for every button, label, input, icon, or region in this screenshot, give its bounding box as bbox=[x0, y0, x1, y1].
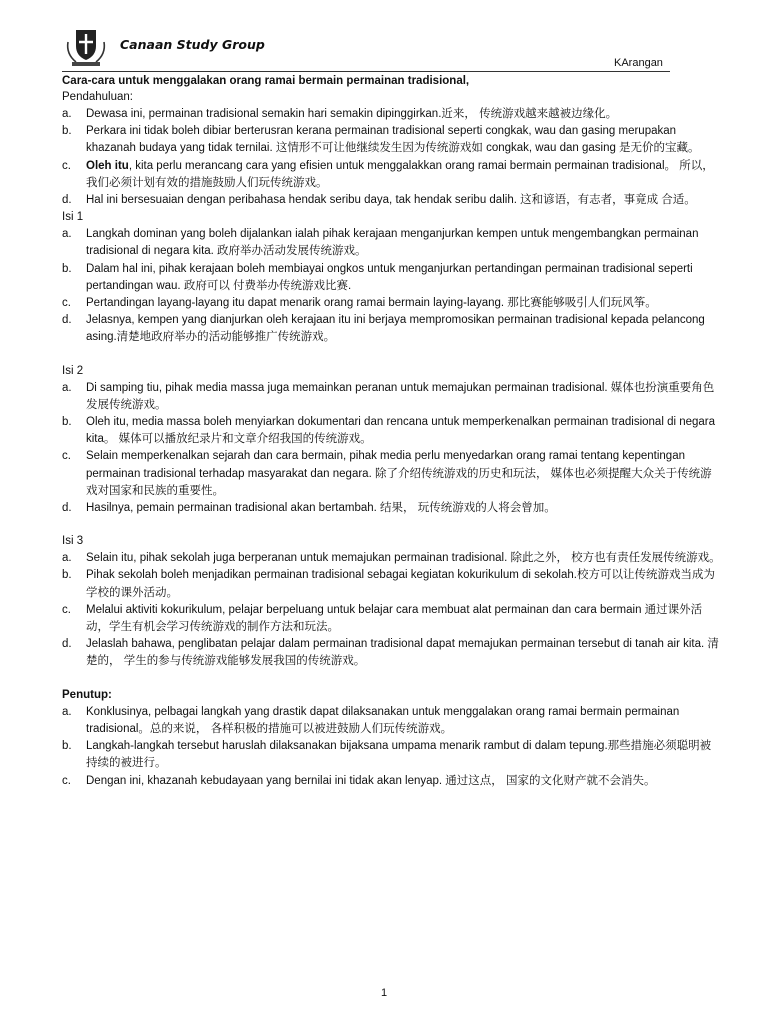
item-text: Konklusinya, pelbagai langkah yang drastik dapat dilaksanakan untuk menggalakan orang ramai bermain permainan tradisional。总的来说， 各样积极的措施可以被进鼓励人们玩传统游戏。 bbox=[86, 705, 680, 735]
document-type-label: KArangan bbox=[614, 57, 663, 69]
item-text: Langkah-langkah tersebut haruslah dilaksanakan bijaksana umpama menarik rambut di dalam tepung.那些措施必须聪明被持续的被进行。 bbox=[86, 740, 712, 770]
item-marker: c. bbox=[62, 603, 71, 616]
item-marker: a. bbox=[62, 228, 72, 241]
item-text: Selain memperkenalkan sejarah dan cara bermain, pihak media perlu menyedarkan orang ramai tentang kepentingan permainan tradisional terhadap masyarakat dan negara. 除了介绍传统游戏的历史和玩法， 媒体也必须提醒大众关于传统游戏对国家和民族的重要性。 bbox=[86, 450, 712, 497]
item-text: Dengan ini, khazanah kebudayaan yang bernilai ini tidak akan lenyap. 通过这点， 国家的文化财产就不会消失。 bbox=[86, 774, 656, 787]
item-text: Di samping tiu, pihak media massa juga memainkan peranan untuk memajukan permainan tradisional. 媒体也扮演重要角色发展传统游戏。 bbox=[86, 381, 715, 411]
item-marker: d. bbox=[62, 638, 72, 651]
item-text: Hal ini bersesuaian dengan peribahasa hendak seribu daya, tak hendak seribu dalih. 这和谚语，有志者，事竟成 合适。 bbox=[86, 194, 696, 207]
document-title: Cara-cara untuk menggalakan orang ramai bermain permainan tradisional, bbox=[62, 75, 470, 87]
item-text: , kita perlu merancang cara yang efisien untuk menggalakkan orang ramai bermain permainan tradisional。 所以， 我们必须计划有效的措施鼓励人们玩传统游戏。 bbox=[86, 159, 714, 189]
list-item bbox=[62, 312, 722, 346]
section-isi-3 bbox=[62, 533, 722, 670]
item-text: Langkah dominan yang boleh dijalankan ialah pihak kerajaan menganjurkan kempen untuk mengembangkan permainan tradisional di negara kita. 政府举办活动发展传统游戏。 bbox=[86, 228, 699, 258]
section-spacer bbox=[62, 517, 722, 533]
list-item bbox=[62, 500, 722, 517]
list-item bbox=[62, 636, 722, 670]
list-item bbox=[62, 448, 722, 500]
item-marker: d. bbox=[62, 502, 72, 515]
list-item bbox=[62, 380, 722, 414]
item-text: Dalam hal ini, pihak kerajaan boleh membiayai ongkos untuk menganjurkan pertandingan permainan tradisional seperti pertandingan wau. 政府可以 付费举办传统游戏比赛. bbox=[86, 262, 693, 292]
item-marker: b. bbox=[62, 569, 72, 582]
section-heading: Isi 2 bbox=[62, 364, 84, 377]
document-header bbox=[62, 24, 682, 74]
item-marker: a. bbox=[62, 381, 72, 394]
item-marker: c. bbox=[62, 297, 71, 310]
section-spacer bbox=[62, 347, 722, 363]
section-heading: Penutup: bbox=[62, 688, 112, 701]
item-text: Melalui aktiviti kokurikulum, pelajar berpeluang untuk belajar cara membuat alat permainan dan cara bermain 通过课外活动，学生有机会学习传统游戏的制作方法和玩法。 bbox=[86, 603, 703, 634]
item-lead: Oleh itu bbox=[86, 159, 129, 172]
item-text: Oleh itu, media massa boleh menyiarkan dokumentari dan rencana untuk memperkenalkan permainan tradisional di negara kita。 媒体可以播放纪录片和文章介绍我国的传统游戏。 bbox=[86, 416, 716, 446]
list-item bbox=[62, 550, 722, 567]
item-text: Jelaslah bahawa, penglibatan pelajar dalam permainan tradisional dapat memajukan permainan tersebut di tanah air kita. 清楚的， 学生的参与传统游戏能够发展我国的传统游戏。 bbox=[86, 638, 719, 668]
header-divider bbox=[62, 71, 670, 72]
item-marker: b. bbox=[62, 125, 72, 138]
list-item bbox=[62, 295, 722, 312]
page-number: 1 bbox=[380, 987, 388, 999]
section-isi-2 bbox=[62, 363, 722, 518]
item-marker: d. bbox=[62, 314, 72, 327]
list-item bbox=[62, 414, 722, 448]
item-marker: c. bbox=[62, 159, 71, 172]
item-text: Pertandingan layang-layang itu dapat menarik orang ramai bermain laying-layang. 那比赛能够吸引人们玩风筝。 bbox=[86, 297, 657, 310]
item-text: Dewasa ini, permainan tradisional semakin hari semakin dipinggirkan.近来， 传统游戏越来越被边缘化。 bbox=[86, 108, 618, 120]
section-spacer bbox=[62, 671, 722, 687]
list-item bbox=[62, 158, 722, 192]
list-item bbox=[62, 106, 722, 123]
list-item bbox=[62, 773, 722, 790]
item-marker: a. bbox=[62, 552, 72, 565]
list-item bbox=[62, 226, 722, 260]
document-body bbox=[62, 73, 722, 790]
item-marker: b. bbox=[62, 740, 72, 753]
list-item bbox=[62, 123, 722, 157]
section-isi-1 bbox=[62, 209, 722, 346]
item-text: Selain itu, pihak sekolah juga berperanan untuk memajukan permainan tradisional. 除此之外， 校方也有责任发展传统游戏。 bbox=[86, 552, 721, 565]
item-text: Pihak sekolah boleh menjadikan permainan tradisional sebagai kegiatan kokurikulum di sekolah.校方可以让传统游戏当成为学校的课外活动。 bbox=[86, 569, 715, 599]
section-pendahuluan bbox=[62, 89, 722, 209]
canaan-logo bbox=[62, 24, 110, 68]
item-marker: b. bbox=[62, 416, 72, 429]
list-item bbox=[62, 602, 722, 636]
section-heading: Pendahuluan: bbox=[62, 91, 133, 103]
org-name: Canaan Study Group bbox=[120, 37, 265, 52]
item-marker: a. bbox=[62, 108, 72, 120]
item-marker: b. bbox=[62, 262, 72, 275]
item-marker: c. bbox=[62, 774, 71, 787]
list-item bbox=[62, 567, 722, 601]
section-heading: Isi 1 bbox=[62, 211, 84, 224]
item-marker: a. bbox=[62, 705, 72, 718]
item-text: Perkara ini tidak boleh dibiar berterusran kerana permainan tradisional seperti congkak, wau dan gasing merupakan khazanah budaya yang tidak ternilai. 这情形不可让他继续发生因为传统游戏如 congkak, wau dan gasing 是无价的宝藏。 bbox=[86, 125, 700, 155]
list-item bbox=[62, 192, 722, 209]
item-marker: c. bbox=[62, 450, 71, 463]
item-text: Jelasnya, kempen yang dianjurkan oleh kerajaan itu ini berjaya mempromosikan permainan tradisional kepada pelancong asing.清楚地政府举办的活动能够推广传统游戏。 bbox=[86, 314, 705, 344]
item-marker: d. bbox=[62, 194, 72, 207]
list-item bbox=[62, 261, 722, 295]
section-heading: Isi 3 bbox=[62, 535, 84, 548]
list-item bbox=[62, 738, 722, 772]
section-penutup bbox=[62, 687, 722, 790]
list-item bbox=[62, 704, 722, 738]
item-text: Hasilnya, pemain permainan tradisional akan bertambah. 结果， 玩传统游戏的人将会曾加。 bbox=[86, 502, 556, 515]
